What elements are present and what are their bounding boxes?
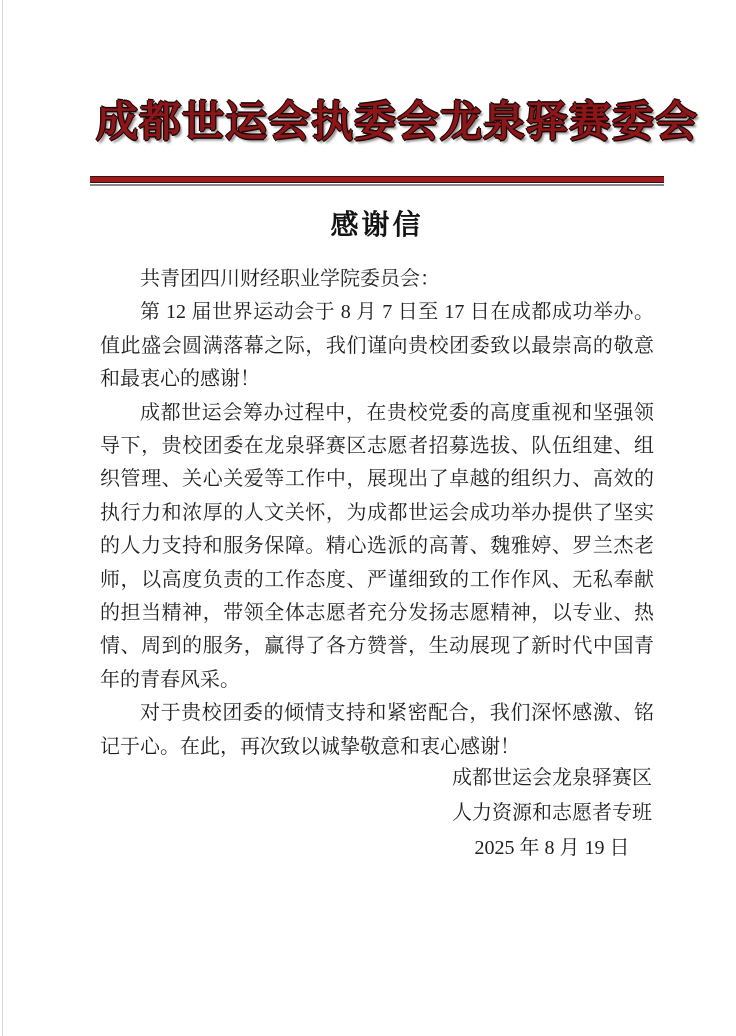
scan-edge-artifact <box>2 0 3 1036</box>
signature-date: 2025 年 8 月 19 日 <box>474 837 630 859</box>
body-paragraph: 对于贵校团委的倾情支持和紧密配合，我们深怀感激、铭记于心。在此，再次致以诚挚敬意和衷心感谢！ <box>100 702 654 758</box>
letterhead-rule-red-line <box>90 176 664 183</box>
body-paragraph: 成都世运会筹办过程中，在贵校党委的高度重视和坚强领导下，贵校团委在龙泉驿赛区志愿者招募选拔、队伍组建、组织管理、关心关爱等工作中，展现出了卓越的组织力、高效的执行力和浓厚的人文关怀，为成都世运会成功举办提供了坚实的人力支持和服务保障。精心选派的高菁、魏雅婷、罗兰杰老师，以高度负责的工作态度、严谨细致的工作作风、无私奉献的担当精神，带领全体志愿者充分发扬志愿精神，以专业、热情、周到的服务，赢得了各方赞誉，生动展现了新时代中国青年的青春风采。 <box>100 401 654 691</box>
body-paragraph: 第 12 届世界运动会于 8 月 7 日至 17 日在成都成功举办。值此盛会圆满落幕之际，我们谨向贵校团委致以最崇高的敬意和最衷心的感谢！ <box>100 301 654 391</box>
signature-org-line-1: 成都世运会龙泉驿赛区 <box>452 767 652 789</box>
letterhead-org-title: 成都世运会执委会龙泉驿赛委会 <box>96 100 699 146</box>
signature-block <box>452 761 652 866</box>
salutation: 共青团四川财经职业学院委员会： <box>140 268 440 290</box>
letter-body <box>100 263 654 764</box>
letterhead-rule <box>90 176 664 186</box>
signature-org-line-2: 人力资源和志愿者专班 <box>452 802 652 824</box>
letter-title: 感谢信 <box>330 210 424 241</box>
letterhead-rule-gray-line <box>90 184 664 186</box>
